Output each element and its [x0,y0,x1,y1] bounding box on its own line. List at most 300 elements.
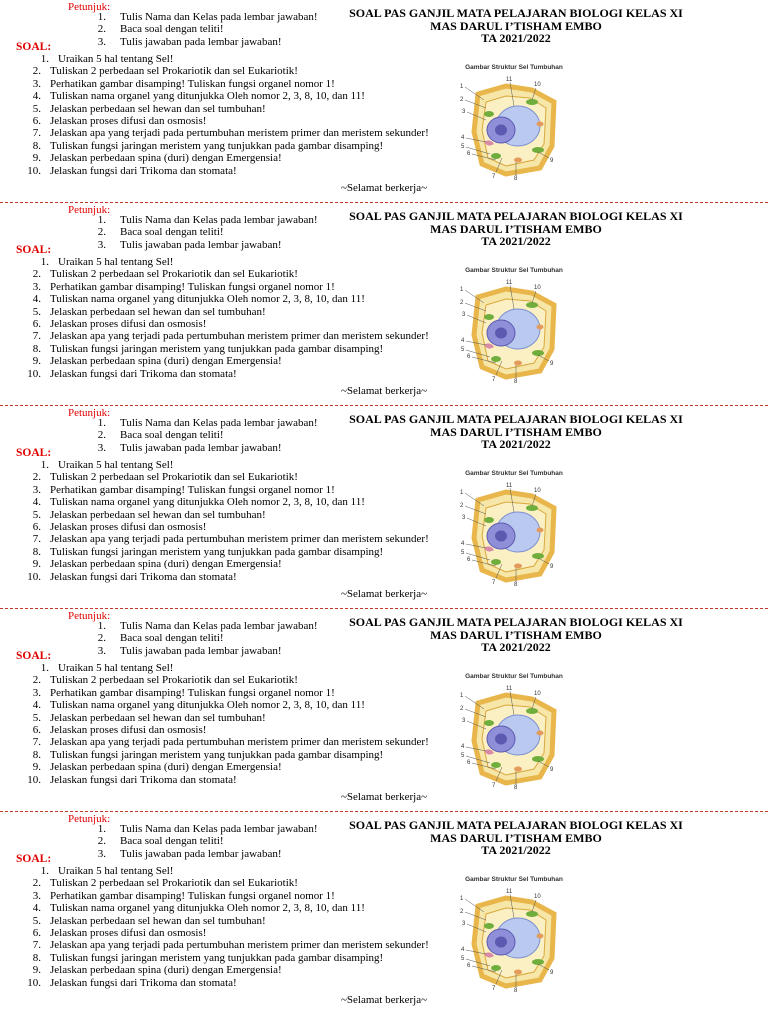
question-number: 8. [32,545,41,558]
question-number: 2. [32,268,41,281]
question-item [0,902,460,914]
petunjuk-item [76,620,346,632]
mitochondrion [514,361,522,366]
soal-label: SOAL: [16,41,52,53]
plant-cell-figure [456,64,572,180]
question-number: 4. [32,293,41,306]
petunjuk-list [76,823,346,860]
cell-label: 8 [514,582,518,586]
question-number: 1. [40,53,49,65]
petunjuk-item [76,214,346,226]
question-item [0,459,460,471]
petunjuk-text: Tulis Nama dan Kelas pada lembar jawaban! [120,620,318,632]
question-number: 10. [27,367,41,380]
worksheet-copy [0,812,768,1024]
question-item [0,890,460,902]
question-item [0,306,460,318]
question-item [0,281,460,293]
question-number: 8. [32,342,41,355]
cell-label: 4 [461,744,465,750]
question-number: 9. [32,152,41,165]
header-title: SOAL PAS GANJIL MATA PELAJARAN BIOLOGI KELAS XI [349,615,683,629]
cell-label: 7 [492,986,496,992]
header-title: SOAL PAS GANJIL MATA PELAJARAN BIOLOGI KELAS XI [349,412,683,426]
cell-label: 1 [460,84,464,90]
question-item [0,761,460,773]
petunjuk-item [76,11,346,23]
question-number: 3. [32,686,41,699]
cell-label: 3 [462,718,466,724]
header-school: MAS DARUL I’TISHAM EMBO [430,830,602,845]
petunjuk-number: 3. [97,238,106,251]
nucleolus [495,328,507,339]
cell-label: 2 [460,97,464,103]
question-item [0,318,460,330]
chloroplast [484,923,494,929]
petunjuk-label: Petunjuk: [68,1,111,13]
question-item [0,662,460,674]
question-text: Tuliskan 2 perbedaan sel Prokariotik dan sel Eukariotik! [50,471,298,484]
header-title: SOAL PAS GANJIL MATA PELAJARAN BIOLOGI KELAS XI [349,818,683,832]
question-number: 4. [32,90,41,103]
question-number: 7. [32,533,41,546]
petunjuk-number: 1. [97,620,106,632]
soal-label: SOAL: [16,650,52,662]
question-number: 10. [27,570,41,583]
closing-text: ~Selamat berkerja~ [340,182,428,194]
soal-list [0,662,460,786]
question-number: 5. [32,711,41,724]
cell-label: 2 [460,706,464,712]
cell-label: 11 [506,686,513,692]
petunjuk-text: Tulis Nama dan Kelas pada lembar jawaban! [120,214,318,226]
question-item [0,103,460,115]
chloroplast [491,762,501,768]
question-text: Perhatikan gambar disamping! Tuliskan fungsi organel nomor 1! [50,889,335,902]
header-year: TA 2021/2022 [481,234,551,248]
header-year: TA 2021/2022 [481,437,551,451]
petunjuk-list [76,214,346,251]
question-number: 7. [32,939,41,952]
question-text: Jelaskan proses difusi dan osmosis! [50,318,207,331]
petunjuk-text: Tulis Nama dan Kelas pada lembar jawaban! [120,417,318,429]
plant-cell-diagram [456,72,572,180]
cell-label: 11 [506,483,513,489]
cell-label: 9 [550,767,554,773]
question-item [0,368,460,380]
question-number: 9. [32,964,41,977]
question-text: Jelaskan proses difusi dan osmosis! [50,927,207,940]
question-text: Tuliskan nama organel yang ditunjukka Oleh nomor 2, 3, 8, 10, dan 11! [50,496,365,509]
cell-label: 5 [461,550,465,556]
question-text: Uraikan 5 hal tentang Sel! [58,459,174,471]
question-number: 6. [32,927,41,940]
question-number: 10. [27,164,41,177]
petunjuk-item [76,442,346,454]
petunjuk-label: Petunjuk: [68,204,111,216]
worksheet-copy [0,609,768,812]
question-number: 1. [40,256,49,268]
cell-label: 3 [462,312,466,318]
question-item [0,165,460,177]
question-number: 7. [32,330,41,343]
question-item [0,256,460,268]
cell-label: 8 [514,176,518,180]
question-text: Tuliskan nama organel yang ditunjukka Oleh nomor 2, 3, 8, 10, dan 11! [50,293,365,306]
soal-list [0,53,460,177]
question-number: 6. [32,115,41,128]
cell-label: 11 [506,889,513,895]
cell-label: 10 [534,894,541,900]
petunjuk-number: 3. [97,35,106,48]
cell-label: 7 [492,174,496,180]
mitochondrion [537,528,544,533]
chloroplast [484,314,494,320]
cell-label: 3 [462,921,466,927]
chloroplast [491,356,501,362]
worksheet-copy [0,406,768,609]
cell-label: 7 [492,783,496,789]
petunjuk-label: Petunjuk: [68,407,111,419]
cell-label: 1 [460,896,464,902]
nucleolus [495,125,507,136]
question-number: 2. [32,674,41,687]
soal-list [0,256,460,380]
question-text: Tuliskan 2 perbedaan sel Prokariotik dan sel Eukariotik! [50,65,298,78]
worksheet-copy [0,0,768,203]
question-text: Tuliskan nama organel yang ditunjukka Oleh nomor 2, 3, 8, 10, dan 11! [50,902,365,915]
petunjuk-label: Petunjuk: [68,610,111,622]
question-text: Tuliskan fungsi jaringan meristem yang tunjukkan pada gambar disamping! [50,342,384,355]
cell-label: 6 [467,557,471,563]
question-text: Jelaskan perbedaan sel hewan dan sel tumbuhan! [50,102,266,115]
cell-label: 9 [550,158,554,164]
petunjuk-text: Tulis jawaban pada lembar jawaban! [120,644,282,657]
petunjuk-item [76,645,346,657]
petunjuk-item [76,239,346,251]
header-school: MAS DARUL I’TISHAM EMBO [430,18,602,33]
question-number: 8. [32,951,41,964]
petunjuk-number: 3. [97,644,106,657]
closing-text: ~Selamat berkerja~ [340,994,428,1006]
petunjuk-list [76,620,346,657]
cell-label: 5 [461,753,465,759]
question-item [0,674,460,686]
question-text: Jelaskan fungsi dari Trikoma dan stomata! [50,976,237,989]
exam-header [330,616,702,654]
cell-label: 8 [514,785,518,789]
question-item [0,712,460,724]
cell-label: 9 [550,970,554,976]
question-item [0,90,460,102]
cell-label: 4 [461,338,465,344]
question-text: Jelaskan fungsi dari Trikoma dan stomata! [50,164,237,177]
petunjuk-label: Petunjuk: [68,813,111,825]
question-item [0,484,460,496]
closing-text: ~Selamat berkerja~ [340,385,428,397]
plant-cell-figure [456,267,572,383]
petunjuk-item [76,823,346,835]
soal-list [0,459,460,583]
petunjuk-number: 1. [97,823,106,835]
chloroplast [484,720,494,726]
question-text: Jelaskan proses difusi dan osmosis! [50,115,207,128]
nucleolus [495,531,507,542]
header-year: TA 2021/2022 [481,843,551,857]
question-text: Jelaskan perbedaan spina (duri) dengan Emergensia! [50,152,282,165]
question-text: Uraikan 5 hal tentang Sel! [58,256,174,268]
petunjuk-text: Tulis jawaban pada lembar jawaban! [120,441,282,454]
petunjuk-text: Tulis Nama dan Kelas pada lembar jawaban! [120,823,318,835]
mitochondrion [537,934,544,939]
plant-cell-diagram [456,275,572,383]
question-text: Uraikan 5 hal tentang Sel! [58,53,174,65]
question-number: 3. [32,77,41,90]
cell-label: 10 [534,691,541,697]
cell-label: 10 [534,488,541,494]
cell-label: 5 [461,144,465,150]
question-number: 2. [32,877,41,890]
question-item [0,533,460,545]
mitochondrion [537,122,544,127]
question-item [0,115,460,127]
figure-title: Gambar Struktur Sel Tumbuhan [465,267,563,274]
plant-cell-diagram [456,884,572,992]
question-number: 1. [40,459,49,471]
petunjuk-text: Tulis jawaban pada lembar jawaban! [120,35,282,48]
question-number: 3. [32,889,41,902]
question-item [0,268,460,280]
exam-header [330,7,702,45]
cell-label: 1 [460,490,464,496]
header-title: SOAL PAS GANJIL MATA PELAJARAN BIOLOGI KELAS XI [349,6,683,20]
question-item [0,509,460,521]
petunjuk-number: 1. [97,417,106,429]
question-item [0,877,460,889]
question-number: 1. [40,865,49,877]
question-item [0,977,460,989]
question-item [0,152,460,164]
question-item [0,65,460,77]
cell-label: 4 [461,947,465,953]
petunjuk-text: Tulis jawaban pada lembar jawaban! [120,238,282,251]
petunjuk-item [76,848,346,860]
question-item [0,724,460,736]
cell-label: 6 [467,354,471,360]
cell-label: 9 [550,361,554,367]
question-text: Uraikan 5 hal tentang Sel! [58,662,174,674]
question-number: 4. [32,496,41,509]
soal-label: SOAL: [16,244,52,256]
soal-label: SOAL: [16,853,52,865]
question-number: 9. [32,761,41,774]
cell-label: 7 [492,377,496,383]
question-item [0,343,460,355]
question-text: Jelaskan proses difusi dan osmosis! [50,724,207,737]
petunjuk-item [76,23,346,35]
cell-label: 1 [460,287,464,293]
mitochondrion [514,158,522,163]
question-number: 5. [32,508,41,521]
question-item [0,774,460,786]
petunjuk-number: 3. [97,847,106,860]
nucleolus [495,734,507,745]
header-year: TA 2021/2022 [481,31,551,45]
exam-header [330,210,702,248]
question-text: Jelaskan perbedaan spina (duri) dengan Emergensia! [50,761,282,774]
cell-label: 2 [460,300,464,306]
cell-label: 4 [461,541,465,547]
plant-cell-figure [456,673,572,789]
question-number: 9. [32,558,41,571]
question-text: Jelaskan proses difusi dan osmosis! [50,521,207,534]
question-number: 6. [32,318,41,331]
petunjuk-text: Baca soal dengan teliti! [120,429,224,442]
question-text: Jelaskan perbedaan spina (duri) dengan Emergensia! [50,558,282,571]
question-number: 8. [32,139,41,152]
cell-label: 1 [460,693,464,699]
plant-cell-diagram [456,681,572,789]
question-item [0,699,460,711]
chloroplast [491,965,501,971]
question-text: Perhatikan gambar disamping! Tuliskan fungsi organel nomor 1! [50,280,335,293]
cell-label: 8 [514,988,518,992]
worksheet-copy [0,203,768,406]
chloroplast [484,111,494,117]
cell-label: 3 [462,515,466,521]
cell-label: 3 [462,109,466,115]
question-item [0,127,460,139]
cell-label: 4 [461,135,465,141]
petunjuk-number: 1. [97,214,106,226]
header-title: SOAL PAS GANJIL MATA PELAJARAN BIOLOGI KELAS XI [349,209,683,223]
question-text: Jelaskan perbedaan spina (duri) dengan Emergensia! [50,355,282,368]
cell-label: 7 [492,580,496,586]
petunjuk-text: Baca soal dengan teliti! [120,226,224,239]
question-item [0,546,460,558]
header-school: MAS DARUL I’TISHAM EMBO [430,221,602,236]
question-number: 7. [32,127,41,140]
mitochondrion [514,767,522,772]
question-text: Jelaskan perbedaan sel hewan dan sel tumbuhan! [50,914,266,927]
question-number: 5. [32,102,41,115]
cell-label: 6 [467,963,471,969]
question-item [0,78,460,90]
question-item [0,355,460,367]
header-school: MAS DARUL I’TISHAM EMBO [430,627,602,642]
figure-title: Gambar Struktur Sel Tumbuhan [465,470,563,477]
question-item [0,558,460,570]
question-item [0,927,460,939]
chloroplast [491,153,501,159]
nucleolus [495,937,507,948]
petunjuk-item [76,632,346,644]
question-number: 7. [32,736,41,749]
question-item [0,471,460,483]
question-item [0,496,460,508]
question-item [0,749,460,761]
cell-label: 6 [467,760,471,766]
question-number: 4. [32,699,41,712]
question-text: Jelaskan fungsi dari Trikoma dan stomata! [50,773,237,786]
question-text: Jelaskan perbedaan spina (duri) dengan Emergensia! [50,964,282,977]
question-item [0,964,460,976]
question-item [0,571,460,583]
mitochondrion [514,564,522,569]
question-text: Tuliskan nama organel yang ditunjukka Oleh nomor 2, 3, 8, 10, dan 11! [50,90,365,103]
question-number: 8. [32,748,41,761]
mitochondrion [537,731,544,736]
question-text: Jelaskan apa yang terjadi pada pertumbuhan meristem primer dan meristem sekunder! [50,127,429,140]
question-text: Tuliskan fungsi jaringan meristem yang tunjukkan pada gambar disamping! [50,748,384,761]
question-number: 1. [40,662,49,674]
question-text: Perhatikan gambar disamping! Tuliskan fungsi organel nomor 1! [50,77,335,90]
question-text: Uraikan 5 hal tentang Sel! [58,865,174,877]
question-number: 5. [32,305,41,318]
petunjuk-number: 3. [97,441,106,454]
question-item [0,687,460,699]
closing-text: ~Selamat berkerja~ [340,588,428,600]
question-text: Tuliskan nama organel yang ditunjukka Oleh nomor 2, 3, 8, 10, dan 11! [50,699,365,712]
question-text: Jelaskan apa yang terjadi pada pertumbuhan meristem primer dan meristem sekunder! [50,533,429,546]
cell-label: 11 [506,77,513,83]
question-number: 6. [32,521,41,534]
petunjuk-item [76,36,346,48]
question-text: Jelaskan fungsi dari Trikoma dan stomata! [50,570,237,583]
petunjuk-text: Baca soal dengan teliti! [120,835,224,848]
question-text: Tuliskan 2 perbedaan sel Prokariotik dan sel Eukariotik! [50,877,298,890]
petunjuk-number: 2. [97,226,106,239]
cell-label: 2 [460,909,464,915]
cell-label: 5 [461,347,465,353]
figure-title: Gambar Struktur Sel Tumbuhan [465,64,563,71]
question-item [0,140,460,152]
question-number: 10. [27,976,41,989]
chloroplast [491,559,501,565]
question-text: Perhatikan gambar disamping! Tuliskan fungsi organel nomor 1! [50,483,335,496]
header-year: TA 2021/2022 [481,640,551,654]
question-number: 3. [32,280,41,293]
mitochondrion [514,970,522,975]
header-school: MAS DARUL I’TISHAM EMBO [430,424,602,439]
plant-cell-figure [456,470,572,586]
question-text: Jelaskan perbedaan sel hewan dan sel tumbuhan! [50,305,266,318]
question-text: Tuliskan fungsi jaringan meristem yang tunjukkan pada gambar disamping! [50,139,384,152]
soal-list [0,865,460,989]
plant-cell-figure [456,876,572,992]
question-text: Jelaskan apa yang terjadi pada pertumbuhan meristem primer dan meristem sekunder! [50,736,429,749]
question-item [0,330,460,342]
question-item [0,53,460,65]
petunjuk-list [76,417,346,454]
petunjuk-number: 2. [97,835,106,848]
soal-label: SOAL: [16,447,52,459]
question-text: Jelaskan perbedaan sel hewan dan sel tumbuhan! [50,508,266,521]
petunjuk-text: Tulis Nama dan Kelas pada lembar jawaban! [120,11,318,23]
petunjuk-text: Baca soal dengan teliti! [120,23,224,36]
mitochondrion [537,325,544,330]
question-text: Jelaskan apa yang terjadi pada pertumbuhan meristem primer dan meristem sekunder! [50,330,429,343]
petunjuk-text: Baca soal dengan teliti! [120,632,224,645]
question-text: Tuliskan fungsi jaringan meristem yang tunjukkan pada gambar disamping! [50,545,384,558]
question-text: Jelaskan perbedaan sel hewan dan sel tumbuhan! [50,711,266,724]
question-number: 3. [32,483,41,496]
cell-label: 11 [506,280,513,286]
cell-label: 2 [460,503,464,509]
question-text: Tuliskan 2 perbedaan sel Prokariotik dan sel Eukariotik! [50,674,298,687]
question-item [0,939,460,951]
petunjuk-item [76,429,346,441]
